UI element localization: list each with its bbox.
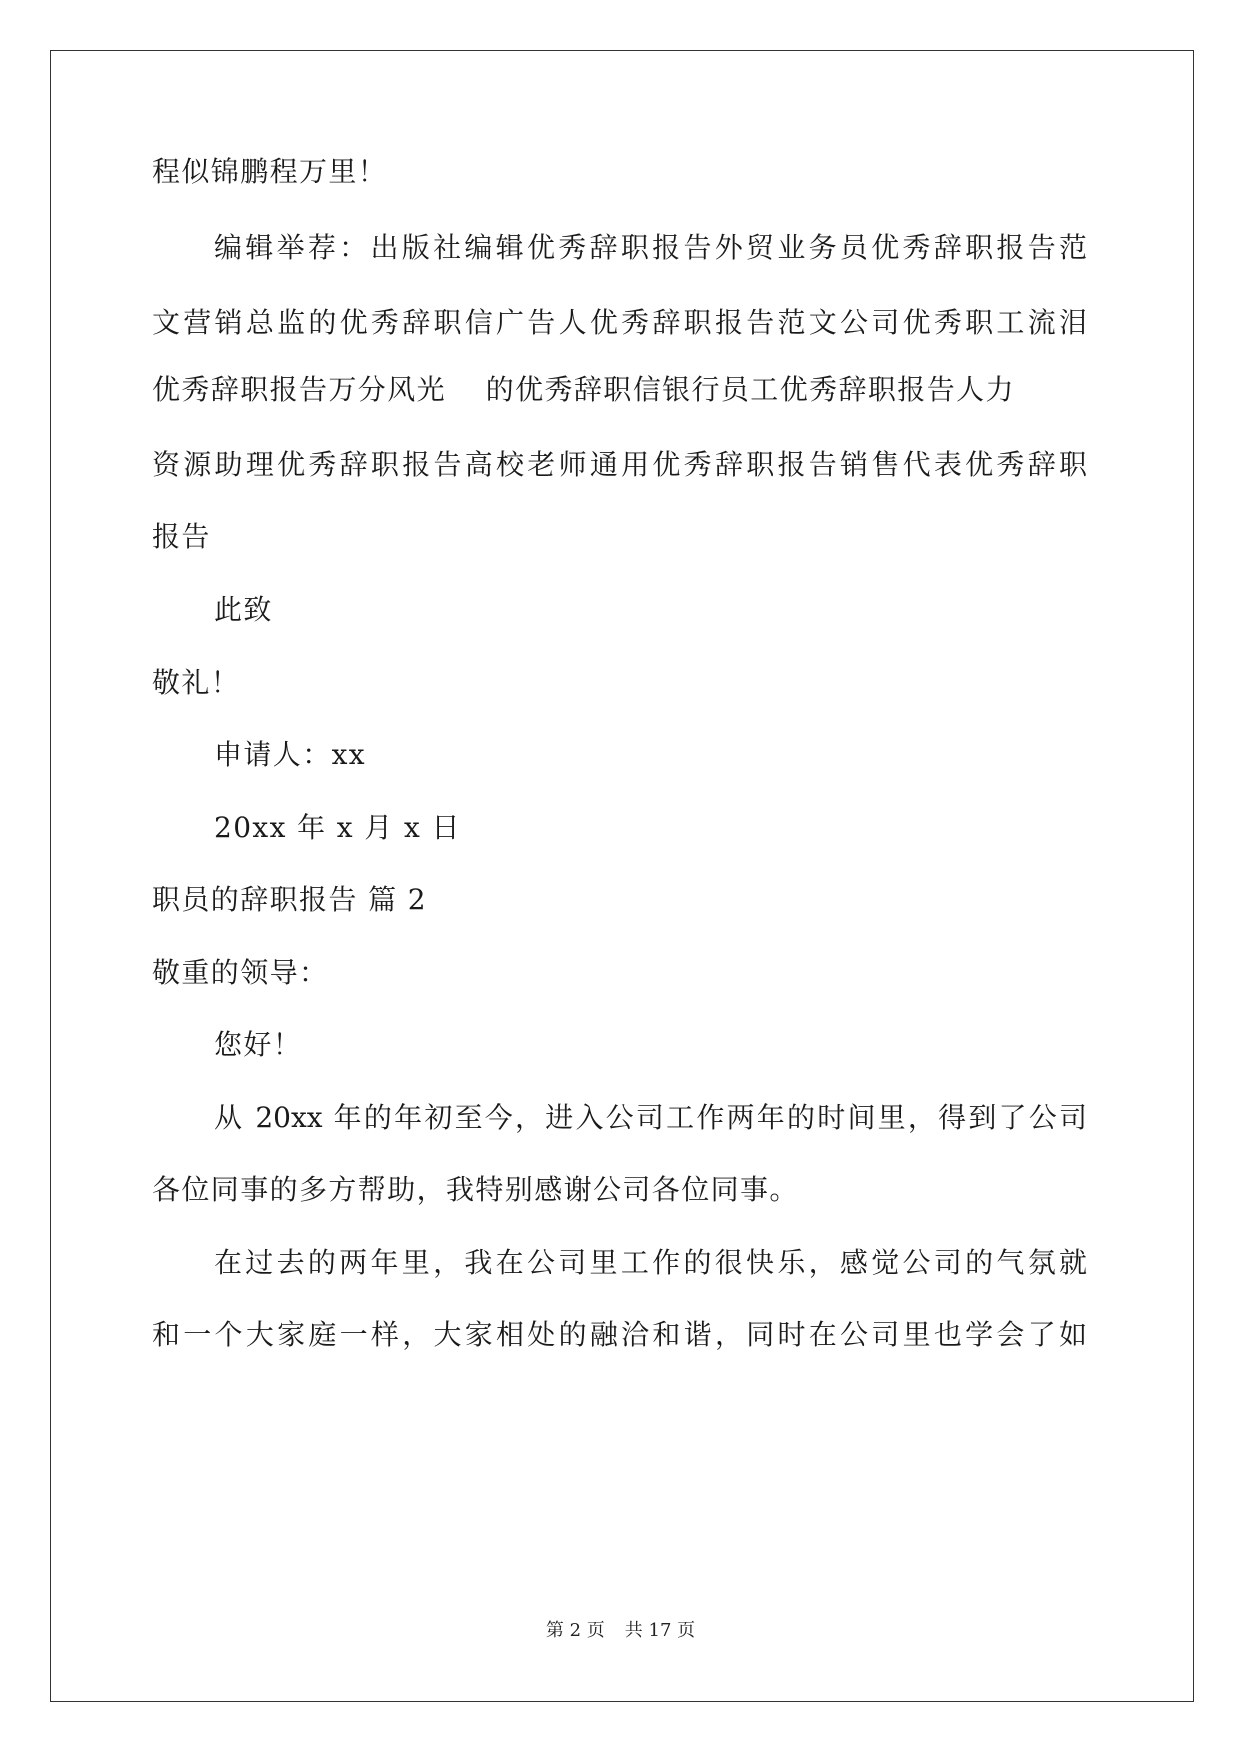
paragraph-line: 敬礼！	[152, 666, 241, 699]
paragraph-line: 和一个大家庭一样，大家相处的融洽和谐，同时在公司里也学会了如	[152, 1318, 1087, 1351]
salutation: 敬重的领导：	[152, 956, 329, 989]
page-number: 第 2 页	[545, 1620, 605, 1641]
paragraph-line: 20xx 年 x 月 x 日	[214, 811, 461, 844]
paragraph-line: 编辑举荐：出版社编辑优秀辞职报告外贸业务员优秀辞职报告范	[214, 231, 1087, 264]
greeting: 您好！	[214, 1028, 303, 1061]
page-footer	[0, 1620, 1241, 1642]
paragraph-line: 资源助理优秀辞职报告高校老师通用优秀辞职报告销售代表优秀辞职	[152, 448, 1087, 481]
page-border	[50, 50, 1194, 1702]
paragraph-line: 此致	[214, 593, 273, 626]
paragraph-line: 从 20xx 年的年初至今，进入公司工作两年的时间里，得到了公司	[214, 1101, 1087, 1134]
page-total: 共 17 页	[624, 1620, 696, 1641]
paragraph-line: 优秀辞职报告万分风光 的优秀辞职信银行员工优秀辞职报告人力	[152, 373, 1015, 406]
paragraph-line: 程似锦鹏程万里！	[152, 155, 388, 188]
paragraph-line: 文营销总监的优秀辞职信广告人优秀辞职报告范文公司优秀职工流泪	[152, 306, 1087, 339]
paragraph-line: 各位同事的多方帮助，我特别感谢公司各位同事。	[152, 1173, 799, 1206]
paragraph-line: 在过去的两年里，我在公司里工作的很快乐，感觉公司的气氛就	[214, 1246, 1087, 1279]
section-heading: 职员的辞职报告 篇 2	[152, 883, 428, 916]
paragraph-line: 报告	[152, 520, 211, 553]
paragraph-line: 申请人：xx	[214, 738, 366, 771]
